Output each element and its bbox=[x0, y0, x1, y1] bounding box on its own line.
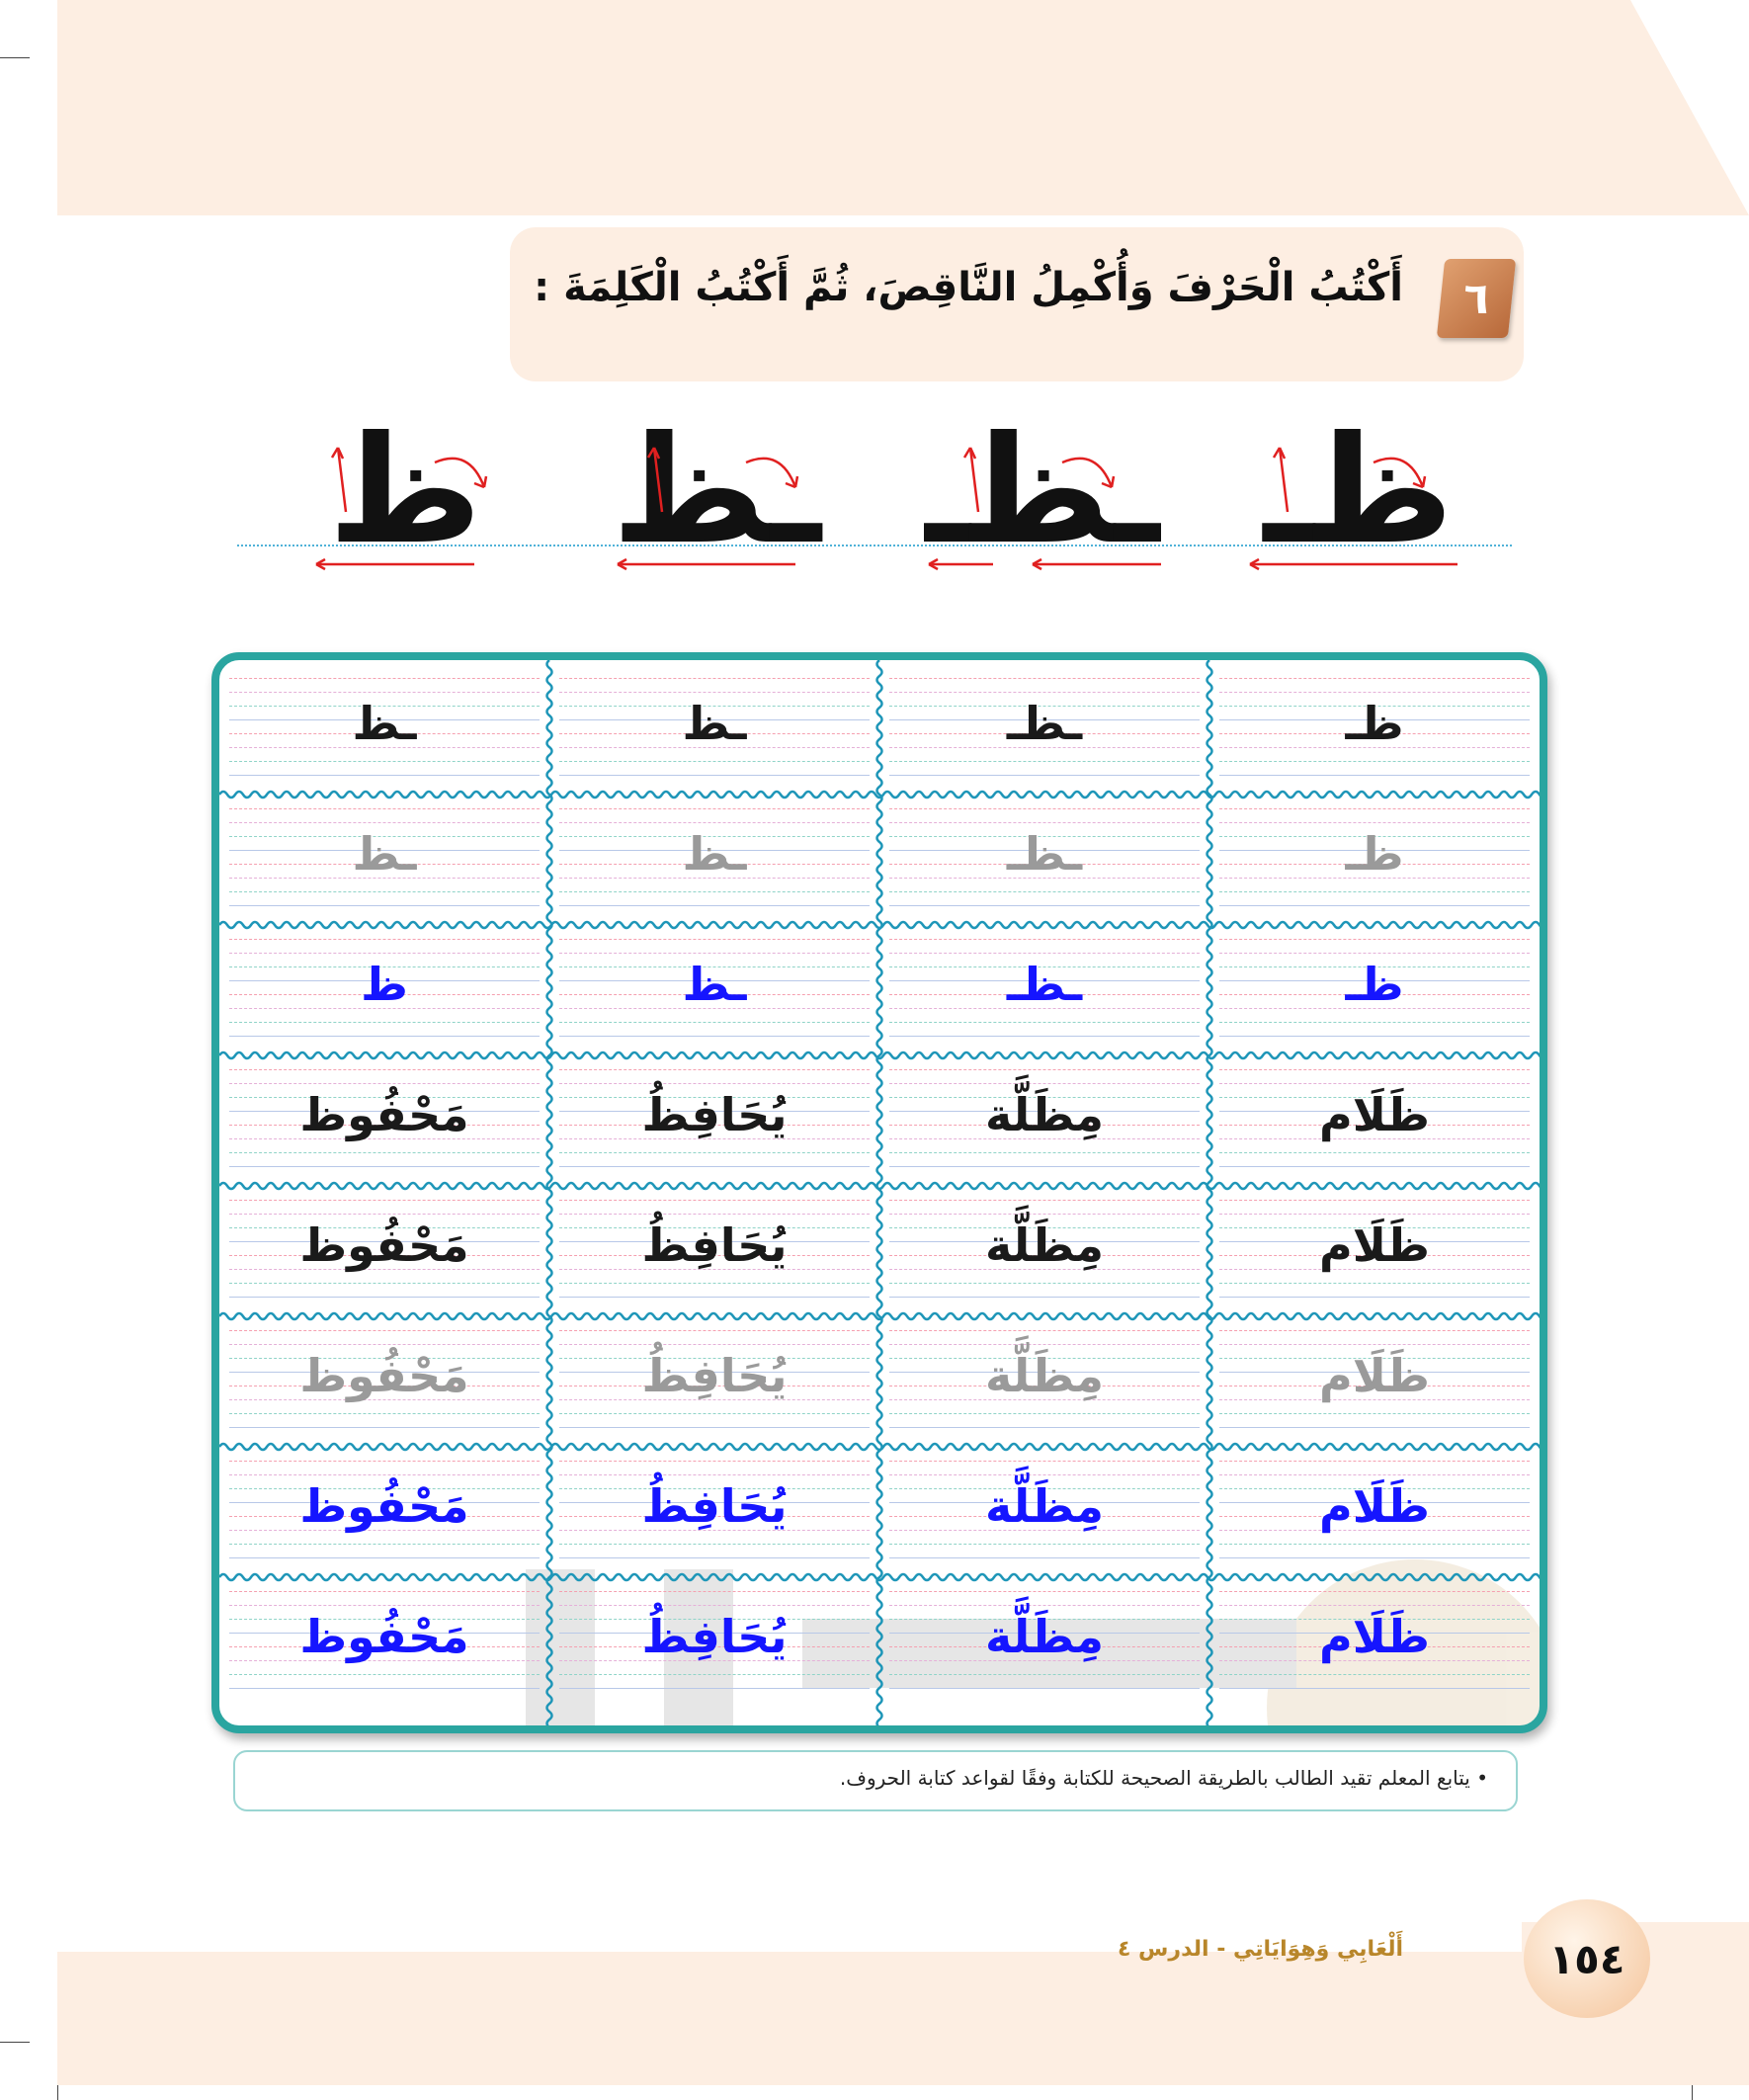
teacher-note: • يتابع المعلم تقيد الطالب بالطريقة الصحيحة للكتابة وفقًا لقواعد كتابة الحروف. bbox=[839, 1766, 1488, 1790]
demo-letter-medial bbox=[924, 403, 1161, 581]
practice-cell[interactable] bbox=[549, 1316, 879, 1447]
cell-text: مَحْفُوظ bbox=[299, 1479, 469, 1533]
cell-text: ـظـ bbox=[1006, 697, 1083, 750]
letter-stroke-guide-icon bbox=[598, 403, 835, 581]
cell-text: يُحَافِظُ bbox=[641, 1088, 788, 1141]
practice-cell[interactable] bbox=[549, 925, 879, 1055]
practice-cell[interactable] bbox=[879, 664, 1209, 795]
cell-text: ـظـ bbox=[1006, 958, 1083, 1011]
cell-text: مَحْفُوظ bbox=[299, 1218, 469, 1272]
demo-letter: ـظ bbox=[612, 405, 821, 577]
practice-cell[interactable] bbox=[549, 1577, 879, 1708]
practice-cell[interactable] bbox=[879, 1316, 1209, 1447]
cell-text: ـظـ bbox=[1006, 827, 1083, 881]
practice-cell[interactable] bbox=[219, 1316, 549, 1447]
letter-stroke-guide-icon bbox=[287, 403, 524, 581]
cell-text: يُحَافِظُ bbox=[641, 1479, 788, 1533]
practice-cell[interactable] bbox=[1209, 1447, 1540, 1577]
teacher-note-box bbox=[233, 1750, 1518, 1811]
practice-cell[interactable] bbox=[1209, 664, 1540, 795]
cell-text: يُحَافِظُ bbox=[641, 1218, 788, 1272]
practice-cell[interactable] bbox=[1209, 925, 1540, 1055]
demo-letter-isolated bbox=[287, 403, 524, 581]
cell-text: مَحْفُوظ bbox=[299, 1610, 469, 1663]
practice-cell[interactable] bbox=[1209, 1055, 1540, 1186]
cell-text: ظَلَام bbox=[1319, 1218, 1430, 1272]
practice-cell[interactable] bbox=[879, 1447, 1209, 1577]
practice-cell[interactable] bbox=[219, 925, 549, 1055]
practice-cell[interactable] bbox=[879, 1577, 1209, 1708]
cell-text: ظ bbox=[361, 958, 408, 1011]
practice-cell[interactable] bbox=[1209, 795, 1540, 925]
column-separator bbox=[874, 660, 885, 1725]
practice-cell[interactable] bbox=[879, 1186, 1209, 1316]
practice-cell[interactable] bbox=[879, 925, 1209, 1055]
cell-text: ظَلَام bbox=[1319, 1610, 1430, 1663]
column-separator bbox=[1204, 660, 1215, 1725]
watermark-logo: beadaya.com | موقع بداية التعليمي bbox=[466, 1530, 1547, 1733]
crop-mark bbox=[0, 57, 30, 58]
practice-cell[interactable] bbox=[219, 1055, 549, 1186]
practice-cell[interactable] bbox=[1209, 1577, 1540, 1708]
demo-letter-initial bbox=[1240, 403, 1477, 581]
letter-stroke-guide-icon bbox=[1240, 403, 1477, 581]
practice-cell[interactable] bbox=[219, 1577, 549, 1708]
cell-text: يُحَافِظُ bbox=[641, 1610, 788, 1663]
practice-cell[interactable] bbox=[549, 1055, 879, 1186]
cell-text: ـظ bbox=[352, 827, 417, 881]
practice-cell[interactable] bbox=[219, 795, 549, 925]
page-number: ١٥٤ bbox=[1524, 1899, 1650, 2018]
practice-cell[interactable] bbox=[879, 1055, 1209, 1186]
demo-letter-final bbox=[598, 403, 835, 581]
cell-text: مِظَلَّة bbox=[985, 1218, 1104, 1272]
cell-text: مَحْفُوظ bbox=[299, 1349, 469, 1402]
cell-text: مَحْفُوظ bbox=[299, 1088, 469, 1141]
cell-text: مِظَلَّة bbox=[985, 1479, 1104, 1533]
top-band bbox=[57, 0, 1749, 215]
practice-cell[interactable] bbox=[219, 664, 549, 795]
cell-text: ـظ bbox=[682, 958, 747, 1011]
cell-text: ظَلَام bbox=[1319, 1349, 1430, 1402]
practice-cell[interactable] bbox=[219, 1186, 549, 1316]
cell-text: ظـ bbox=[1345, 827, 1404, 881]
column-separator bbox=[543, 660, 555, 1725]
practice-cell[interactable] bbox=[219, 1447, 549, 1577]
cell-text: ظـ bbox=[1345, 958, 1404, 1011]
cell-text: مِظَلَّة bbox=[985, 1349, 1104, 1402]
demo-letter: ظـ bbox=[1263, 405, 1455, 577]
instruction-text: أَكْتُبُ الْحَرْفَ وَأُكْمِلُ النَّاقِصَ، ثُمَّ أَكْتُبُ الْكَلِمَةَ : bbox=[534, 265, 1403, 310]
practice-cell[interactable] bbox=[549, 1447, 879, 1577]
cell-text: ظـ bbox=[1345, 697, 1404, 750]
practice-cell[interactable] bbox=[1209, 1186, 1540, 1316]
cell-text: مِظَلَّة bbox=[985, 1088, 1104, 1141]
practice-cell[interactable] bbox=[879, 795, 1209, 925]
cell-text: ـظ bbox=[682, 697, 747, 750]
crop-mark bbox=[0, 2042, 30, 2043]
unit-title: أَلْعَابِي وَهِوَايَاتِي - الدرس ٤ bbox=[1117, 1937, 1403, 1962]
demo-letter: ظ bbox=[328, 405, 482, 577]
bottom-band bbox=[57, 1952, 1749, 2085]
cell-text: مِظَلَّة bbox=[985, 1610, 1104, 1663]
cell-text: ظَلَام bbox=[1319, 1088, 1430, 1141]
practice-cell[interactable] bbox=[1209, 1316, 1540, 1447]
top-band-corner bbox=[1630, 0, 1749, 215]
cell-text: ـظ bbox=[682, 827, 747, 881]
practice-cell[interactable] bbox=[549, 664, 879, 795]
letter-stroke-guide-icon bbox=[924, 403, 1161, 581]
cell-text: يُحَافِظُ bbox=[641, 1349, 788, 1402]
cell-text: ظَلَام bbox=[1319, 1479, 1430, 1533]
exercise-number-badge: ٦ bbox=[1437, 259, 1516, 338]
cell-text: ـظ bbox=[352, 697, 417, 750]
practice-cell[interactable] bbox=[549, 1186, 879, 1316]
demo-letter: ـظـ bbox=[924, 405, 1161, 577]
practice-cell[interactable] bbox=[549, 795, 879, 925]
